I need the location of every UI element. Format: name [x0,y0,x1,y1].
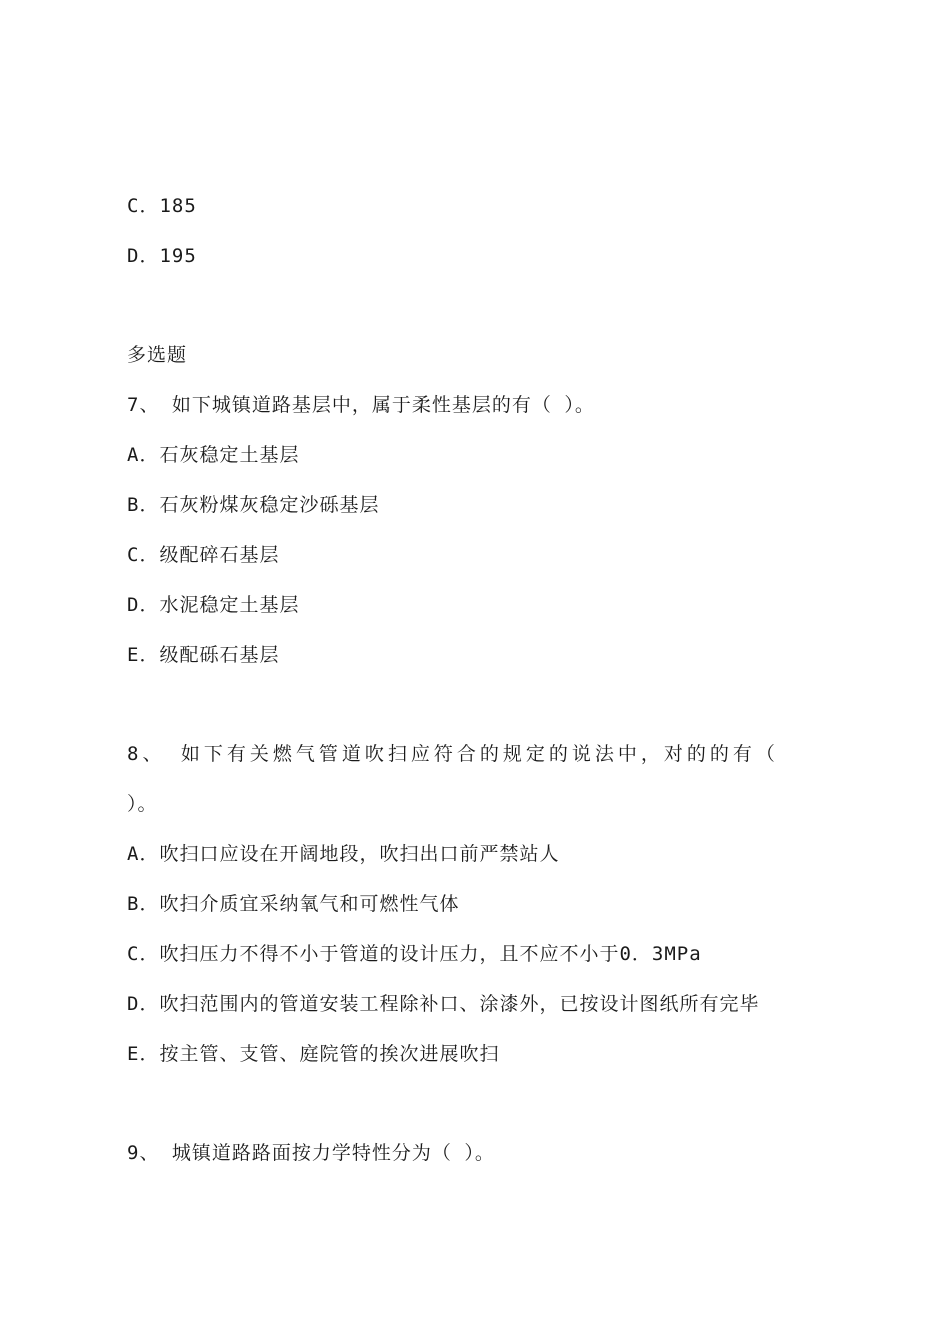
question-8-option-e: E．按主管、支管、庭院管的挨次进展吹扫 [127,1043,500,1065]
question-7-option-a: A．石灰稳定土基层 [127,444,300,466]
question-8-option-b: B．吹扫介质宜采纳氧气和可燃性气体 [127,893,460,915]
question-8-option-c: C．吹扫压力不得不小于管道的设计压力，且不应不小于0．3MPa [127,943,702,965]
prev-option-c: C．185 [127,195,197,217]
prev-option-d: D．195 [127,245,197,267]
question-7-option-e: E．级配砾石基层 [127,644,280,666]
question-7-option-b: B．石灰粉煤灰稳定沙砾基层 [127,494,380,516]
section-title: 多选题 [127,344,188,366]
question-7-stem: 7、 如下城镇道路基层中，属于柔性基层的有（ ）。 [127,394,595,416]
question-8-stem-line2: ）。 [127,793,158,815]
question-9-stem: 9、 城镇道路路面按力学特性分为（ ）。 [127,1142,495,1164]
question-8-option-a: A．吹扫口应设在开阔地段，吹扫出口前严禁站人 [127,843,560,865]
question-7-option-d: D．水泥稳定土基层 [127,594,300,616]
question-8-stem-line1: 8、 如下有关燃气管道吹扫应符合的规定的说法中，对的的有（ [127,743,779,765]
question-8-option-d: D．吹扫范围内的管道安装工程除补口、涂漆外，已按设计图纸所有完毕 [127,993,760,1015]
question-7-option-c: C．级配碎石基层 [127,544,280,566]
